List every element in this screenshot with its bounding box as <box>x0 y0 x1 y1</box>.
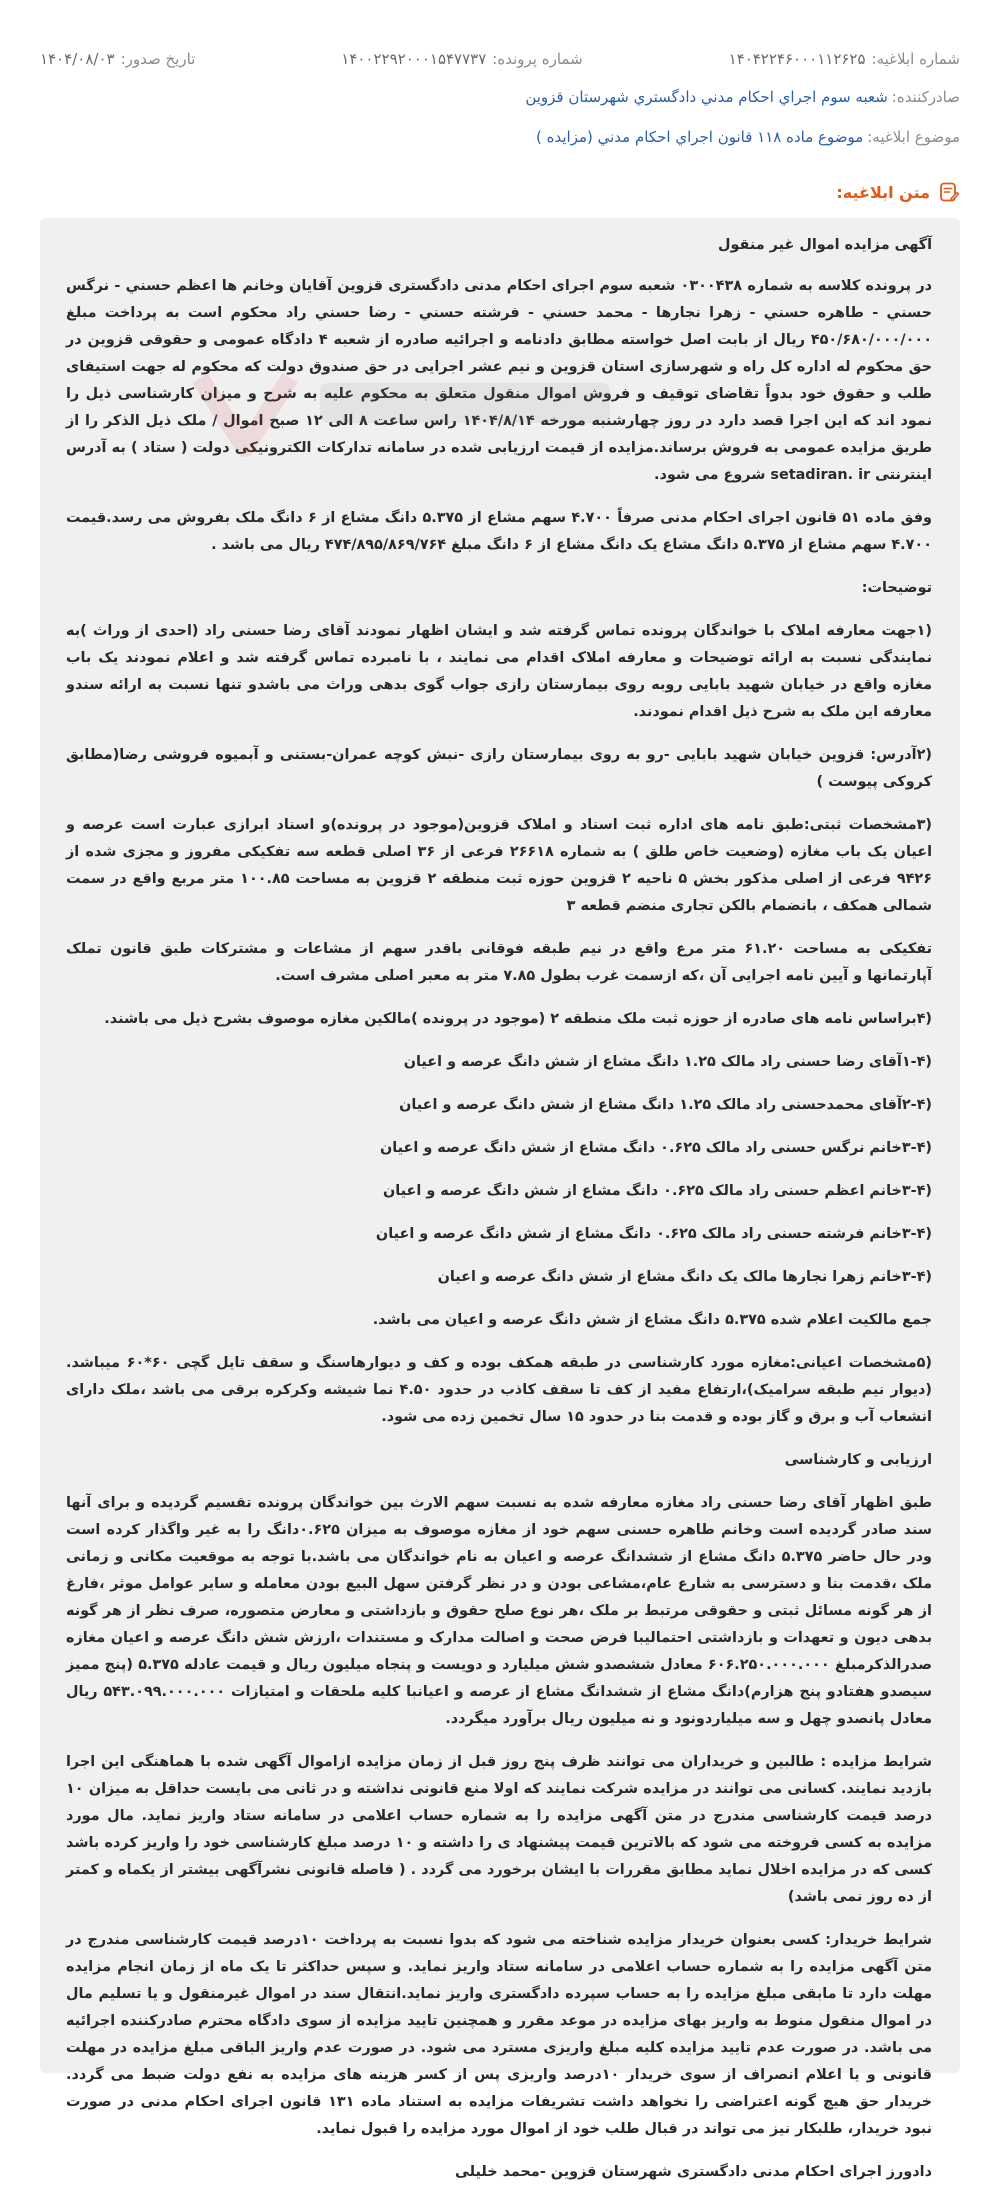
notice-number-value: ۱۴۰۴۲۲۴۶۰۰۰۱۱۲۶۲۵ <box>728 50 866 68</box>
case-number-value: ۱۴۰۰۲۲۹۲۰۰۰۱۵۴۷۷۳۷ <box>341 50 487 68</box>
paragraph-registry-cont: تفکیکی به مساحت ۶۱.۲۰ متر مرع واقع در نیم طبقه فوقانی باقدر سهم از مشاعات و مشترکات طبق قانون تملک آپارتمانها و آیین نامه اجرایی آن ،که ازسمت غرب بطول ۷.۸۵ متر به معبر اصلی مشرف است. <box>66 941 933 984</box>
paragraph-owners-intro: (۴براساس نامه های صادره از حوزه ثبت ملک منطقه ۲ (موجود در پرونده )مالکین مغازه موصوف بشرح ذیل می باشند. <box>104 1011 932 1027</box>
document-pen-icon <box>938 181 960 203</box>
paragraph-owner-5: (۳-۴خانم فرشته حسنی راد مالک ۰.۶۲۵ دانگ مشاع از شش دانگ عرصه و اعیان <box>375 1226 932 1242</box>
paragraph-address: (۲آدرس: قزوین خیابان شهید بابایی -رو به روی بیمارستان رازی -نبش کوچه عمران-بستنی و آبمیوه فروشی رضا(مطابق کروکی پیوست ) <box>66 747 932 790</box>
issuer-value: شعبه سوم اجراي احكام مدني دادگستري شهرستان قزوين <box>525 88 888 106</box>
notice-number-label: شماره ابلاغیه: <box>871 50 960 68</box>
paragraph-building-specs: (۵مشخصات اعیانی:مغازه مورد کارشناسی در طبقه همکف بوده و کف و دیوارهاسنگ و سقف تایل گچی ۶۰*۶۰ میباشد.(دیوار نیم طبقه سرامیک)،ارتفاع مفید از کف تا سقف کاذب در حدود ۴.۵۰ نما شیشه وکرکره برقی می باشد ،ملک دارای انشعاب آب و برق و گاز بوده و قدمت بنا در حدود ۱۵ سال تخمین زده می شود. <box>66 1355 932 1425</box>
issue-date <box>40 50 195 68</box>
paragraph-registry: (۳مشخصات ثبتی:طبق نامه های اداره ثبت اسناد و املاک قزوین(موجود در پرونده)و اسناد ابرازی عبارت است عرصه و اعیان یک باب مغازه (وضعیت خاص طلق ) به شماره ۲۶۶۱۸ فرعی از ۳۶ اصلی قطعه سه تفکیکی مفروز و مجزی شده از ۹۴۲۶ فرعی از اصلی مذکور بخش ۵ ناحیه ۲ قزوین حوزه ثبت منطقه ۲ قزوین به مساحت ۱۰۰.۸۵ متر مربع واقع در سمت شمالی همکف ، بانضمام بالکن تجاری منضم قطعه ۳ <box>66 817 933 914</box>
paragraph-appraisal: طبق اظهار آقای رضا حسنی راد مغازه معارفه شده به نسبت سهم الارث بین خواندگان پرونده تقسیم گردیده و برای آنها سند صادر گردیده است وخانم طاهره حسنی سهم خود از مغازه موصوف به میزان ۰.۶۲۵دانگ را به غیر واگذار کرده است ودر حال حاضر ۵.۳۷۵ دانگ مشاع از ششدانگ عرصه و اعیان به نام خواندگان می باشد.با توجه به موقعیت مکانی و زمانی ملک ،قدمت بنا و دسترسی به شارع عام،مشاعی بودن و در نظر گرفتن سهل البیع بودن معامله و سایر عوامل موثر ،فارغ از هر گونه مسائل ثبتی و حقوقی مرتبط بر ملک ،هر نوع صلح حقوق و بازداشتی و معارض متصوره، صرف نظر از هر گونه بدهی دیون و تعهدات و بازداشتی احتمالیبا فرض صحت و اصالت مدارک و مستندات ،ارزش شش دانگ عرصه و اعیان مغازه صدرالذکرمبلغ ۶۰۶.۲۵۰.۰۰۰.۰۰۰ معادل ششصدو شش میلیارد و دویست و پنجاه میلیون ریال و قیمت عادله ۵.۳۷۵ (پنج ممیز سیصدو هفتادو پنج هزارم)دانگ مشاع از ششدانگ مشاع از عرصه و اعیانبا کلیه ملحقات و امتیازات ۵۴۳.۰۹۹.۰۰۰.۰۰۰ ریال معادل پانصدو چهل و سه میلیاردونود و نه میلیون ریال برآورد میگردد. <box>66 1495 932 1727</box>
body-section-header <box>40 178 960 206</box>
paragraph-auction-terms: شرایط مزایده : طالبین و خریداران می توانند ظرف پنج روز قبل از زمان مزایده ازاموال آگهی شده با هماهنگی این اجرا بازدید نمایند. کسانی می توانند در مزایده شرکت نمایند که اولا منع قانونی نداشته و در ثانی می بایست حداقل به میزان ۱۰ درصد قیمت کارشناسی مندرج در متن آگهی مزایده را به شماره حساب اعلامی در سامانه ستاد واریز نماید. مال مورد مزایده به کسی فروخته می شود که بالاترین قیمت پیشنهاد ی را داشته و ۱۰ درصد مبلغ کارشناسی خود را واریز کرده باشد کسی که در مزایده اخلال نماید مطابق مقررات با ایشان برخورد می گردد . ( فاصله قانونی نشرآگهی بیشتر از یکماه و کمتر از ده روز نمی باشد) <box>66 1754 933 1905</box>
subject-line <box>40 128 960 154</box>
paragraph-notes-heading: توضیحات: <box>861 580 932 596</box>
body-section-title: متن ابلاغیه: <box>836 182 930 202</box>
case-number-label: شماره پرونده: <box>492 50 583 68</box>
paragraph-signature: دادورز اجرای احکام مدنی دادگستری شهرستان قزوین -محمد خلیلی <box>455 2164 932 2180</box>
paragraph-owner-4: (۳-۴خانم اعظم حسنی راد مالک ۰.۶۲۵ دانگ مشاع از شش دانگ عرصه و اعیان <box>382 1183 932 1199</box>
subject-value: موضوع ماده ۱۱۸ قانون اجراي احكام مدني (مزايده ) <box>536 128 864 146</box>
paragraph-note-1: (۱جهت معارفه املاک با خواندگان پرونده تماس گرفته شد و ایشان اظهار نمودند آقای رضا حسنی راد (احدی از وراث )به نمایندگی نسبت به ارائه توضیحات و معارفه املاک اقدام می نمایند ، با نامبرده تماس گرفته شد و اعلام نمودند یک باب مغازه واقع در خیابان شهید بابایی روبه روی بیمارستان رازی جواب گوی بدهی وراث می باشدو تنها نسبت به ارائه سندو معارفه این ملک به شرح ذیل اقدام نمودند. <box>66 623 932 720</box>
notice-number <box>729 50 960 68</box>
paragraph-owner-2: (۲-۴آقای محمدحسنی راد مالک ۱.۲۵ دانگ مشاع از شش دانگ عرصه و اعیان <box>399 1097 932 1113</box>
meta-row <box>40 44 960 74</box>
subject-label: موضوع ابلاغیه: <box>867 128 960 146</box>
issuer-line <box>40 88 960 114</box>
paragraph-title: آگهی مزایده اموال غیر منقول <box>718 237 932 253</box>
paragraph-buyer-terms: شرایط خریدار: کسی بعنوان خریدار مزایده شناخته می شود که بدوا نسبت به پرداخت ۱۰درصد قیمت کارشناسی مندرج در متن آگهی مزایده را به شماره حساب اعلامی در سامانه ستاد واریز نماید. و سپس حداکثر تا یک ماه از زمان انجام مزایده مهلت دارد تا مابقی مبلغ مزایده را به حساب سپرده دادگستری واریز نماید.انتقال سند در اموال غیرمنقول و یا تسلیم مال در اموال منقول منوط به واریز بهای مزایده در موعد مقرر و همچنین تایید مزایده از سوی دادگاه محترم صادرکننده اجرائیه می باشد. در صورت عدم تایید مزایده کلیه مبلغ واریزی مسترد می شود. در صورت عدم واریز الباقی مبلغ مزایده در مهلت قانونی و یا اعلام انصراف از سوی خریدار ۱۰درصد واریزی پس از کسر هزینه های مزایده به نفع دولت ضبط می گردد. خریدار حق هیچ گونه اعتراضی را نخواهد داشت تشریفات مزایده به استناد ماده ۱۳۱ قانون اجرای احکام مدنی در صورت نبود خریدار، طلبکار نیز می تواند در قبال طلب خود از اموال مورد مزایده را قبول نماید. <box>66 1932 933 2137</box>
paragraph-owner-1: (۱-۴آقای رضا حسنی راد مالک ۱.۲۵ دانگ مشاع از شش دانگ عرصه و اعیان <box>403 1054 932 1070</box>
issuer-label: صادرکننده: <box>891 88 960 106</box>
paragraph-owner-3: (۳-۴خانم نرگس حسنی راد مالک ۰.۶۲۵ دانگ مشاع از شش دانگ عرصه و اعیان <box>379 1140 932 1156</box>
notice-body <box>40 218 960 2180</box>
paragraph-ownership-total: جمع مالکیت اعلام شده ۵.۳۷۵ دانگ مشاع از شش دانگ عرصه و اعیان می باشد. <box>372 1312 932 1328</box>
paragraph-case-summary: در پرونده كلاسه به شماره ۰۳۰۰۴۳۸ شعبه سوم اجرای احكام مدنی دادگستری قزوین آقایان وخانم ها اعظم حسني - نرگس حسني - طاهره حسني - زهرا نجارها - محمد حسني - فرشته حسني - رضا حسني راد محکوم است به پرداخت مبلغ ۴۵۰/۶۸۰/۰۰۰/۰۰۰ ریال از بابت اصل خواسته مطابق دادنامه و اجرائیه صادره از شعبه ۴ دادگاه عمومی و حقوقی قزوین در حق محکوم له اداره کل راه و شهرسازی استان قزوین و نیم عشر اجرایی در حق صندوق دولت كه محكوم له جهت استیفای طلب و حقوق خود بدواً تقاضای توقیف و فروش اموال منقول متعلق به محكوم علیه به شرح و میزان كارشناسی ذیل را نمود اند كه این اجرا قصد دارد در روز چهارشنبه مورخه ۱۴۰۴/۸/۱۴ راس ساعت ۸ الی ۱۲ صبح اموال / ملک ذیل الذکر را از طریق مزایده عمومی به فروش برساند.مزایده از قیمت ارزیابی شده در سامانه تدارکات الکترونیکی دولت ( ستاد ) به آدرس اینترنتی setadiran. ir شروع می شود. <box>66 278 932 483</box>
case-number <box>341 50 582 68</box>
issue-date-value: ۱۴۰۴/۰۸/۰۳ <box>40 50 115 68</box>
paragraph-article-51: وفق ماده ۵۱ قانون اجرای احکام مدنی صرفاً ۴.۷۰۰ سهم مشاع از ۵.۳۷۵ دانگ مشاع از ۶ دانگ ملک بفروش می رسد.قیمت ۴.۷۰۰ سهم مشاع از ۵.۳۷۵ دانگ مشاع یک دانگ مشاع از ۶ دانگ مبلغ ۴۷۴/۸۹۵/۸۶۹/۷۶۴ ریال می باشد . <box>66 510 932 553</box>
issue-date-label: تاریخ صدور: <box>120 50 196 68</box>
paragraph-appraisal-heading: ارزیابی و کارشناسی <box>784 1452 932 1468</box>
paragraph-owner-6: (۳-۴خانم زهرا نجارها مالک یک دانگ مشاع از شش دانگ عرصه و اعیان <box>437 1269 932 1285</box>
